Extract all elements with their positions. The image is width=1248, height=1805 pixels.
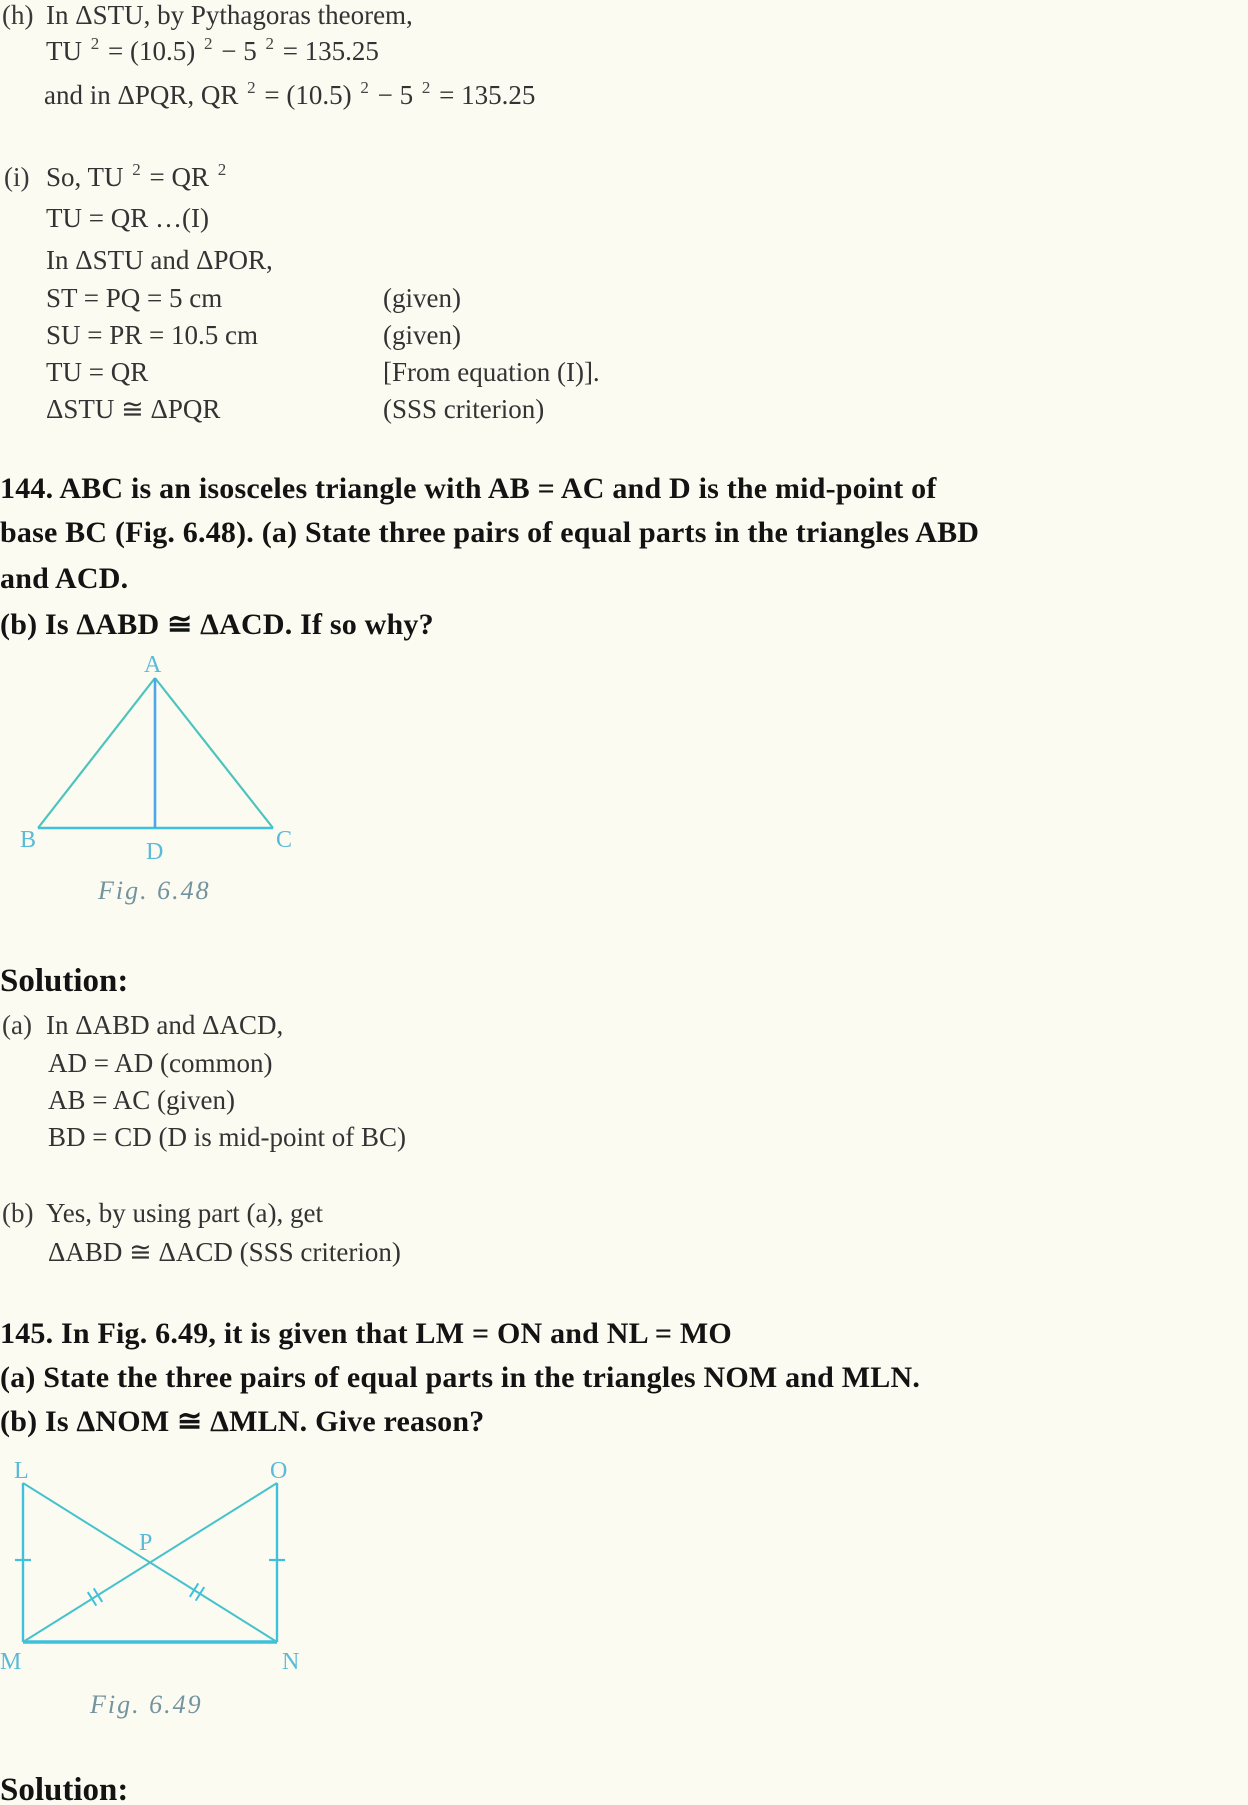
reason: (SSS criterion) <box>383 394 545 424</box>
reason: [From equation (I)]. <box>383 357 600 387</box>
statement: TU = QR <box>46 357 149 387</box>
figure-6-49-caption: Fig. 6.49 <box>90 1690 203 1719</box>
figure-6-48 <box>0 645 340 915</box>
question-145-line-2: (a) State the three pairs of equal parts in the triangles NOM and MLN. <box>0 1361 921 1394</box>
part-h-equation-2: and in ΔPQR, QR $^2$ = (10.5) $^2$ − 5 $^2$ = 135.25 <box>44 78 536 110</box>
vertex-label-a: A <box>144 652 162 678</box>
solution-144-b-line-1 <box>2 1198 323 1229</box>
part-i-line-1-text: So, TU $^2$ = QR $^2$ <box>46 160 227 192</box>
part-i-row-2 <box>46 320 461 351</box>
question-144-line-3: and ACD. <box>0 562 129 595</box>
solution-144-b-line-2: ΔABD ≅ ΔACD (SSS criterion) <box>48 1237 401 1267</box>
solution-144-a-line-3: AB = AC (given) <box>48 1085 235 1115</box>
solution-145-heading: Solution: <box>0 1772 129 1805</box>
solution-144-heading: Solution: <box>0 963 129 999</box>
part-i-line-1 <box>4 162 228 193</box>
vertex-label-m: M <box>0 1649 22 1675</box>
part-i-row-1 <box>46 283 461 314</box>
triangle-side-ab <box>38 678 155 828</box>
part-h-intro <box>2 0 413 31</box>
solution-144-a-line-4: BD = CD (D is mid-point of BC) <box>48 1122 406 1152</box>
question-144-line-1: 144. ABC is an isosceles triangle with AB = AC and D is the mid-point of <box>0 472 937 505</box>
solution-144-a-line-1 <box>2 1010 283 1041</box>
midpoint-label-d: D <box>146 839 164 865</box>
part-i-row-4 <box>46 394 544 425</box>
part-i-line-3: In ΔSTU and ΔPOR, <box>46 245 273 275</box>
question-145-line-1: 145. In Fig. 6.49, it is given that LM = ON and NL = MO <box>0 1317 732 1350</box>
figure-6-48-caption: Fig. 6.48 <box>98 876 211 905</box>
part-i-label: (i) <box>4 162 30 192</box>
statement: ST = PQ = 5 cm <box>46 283 223 313</box>
solution-144-a-line-2: AD = AD (common) <box>48 1048 273 1078</box>
statement: ΔSTU ≅ ΔPQR <box>46 394 221 424</box>
part-b-label: (b) <box>2 1198 34 1228</box>
vertex-label-b: B <box>20 827 37 853</box>
solution-144-b-intro: Yes, by using part (a), get <box>46 1198 323 1228</box>
triangle-side-ac <box>155 678 273 828</box>
part-h-intro-text: In ΔSTU, by Pythagoras theorem, <box>46 0 413 30</box>
vertex-label-n: N <box>282 1649 300 1675</box>
solution-144-a-intro: In ΔABD and ΔACD, <box>46 1010 284 1040</box>
intersection-label-p: P <box>139 1530 153 1556</box>
reason: (given) <box>383 283 461 313</box>
vertex-label-c: C <box>276 827 293 853</box>
part-h-equation-1: TU $^2$ = (10.5) $^2$ − 5 $^2$ = 135.25 <box>46 34 379 66</box>
question-144-line-4: (b) Is ΔABD ≅ ΔACD. If so why? <box>0 608 434 641</box>
part-h-label: (h) <box>2 0 34 30</box>
part-i-row-3 <box>46 357 600 388</box>
vertex-label-o: O <box>270 1458 288 1484</box>
statement: SU = PR = 10.5 cm <box>46 320 258 350</box>
question-145-line-3: (b) Is ΔNOM ≅ ΔMLN. Give reason? <box>0 1405 485 1438</box>
question-144-line-2: base BC (Fig. 6.48). (a) State three pairs of equal parts in the triangles ABD <box>0 516 980 549</box>
part-a-label: (a) <box>2 1010 32 1040</box>
part-i-line-2: TU = QR …(I) <box>46 203 209 233</box>
reason: (given) <box>383 320 461 350</box>
vertex-label-l: L <box>14 1458 29 1484</box>
